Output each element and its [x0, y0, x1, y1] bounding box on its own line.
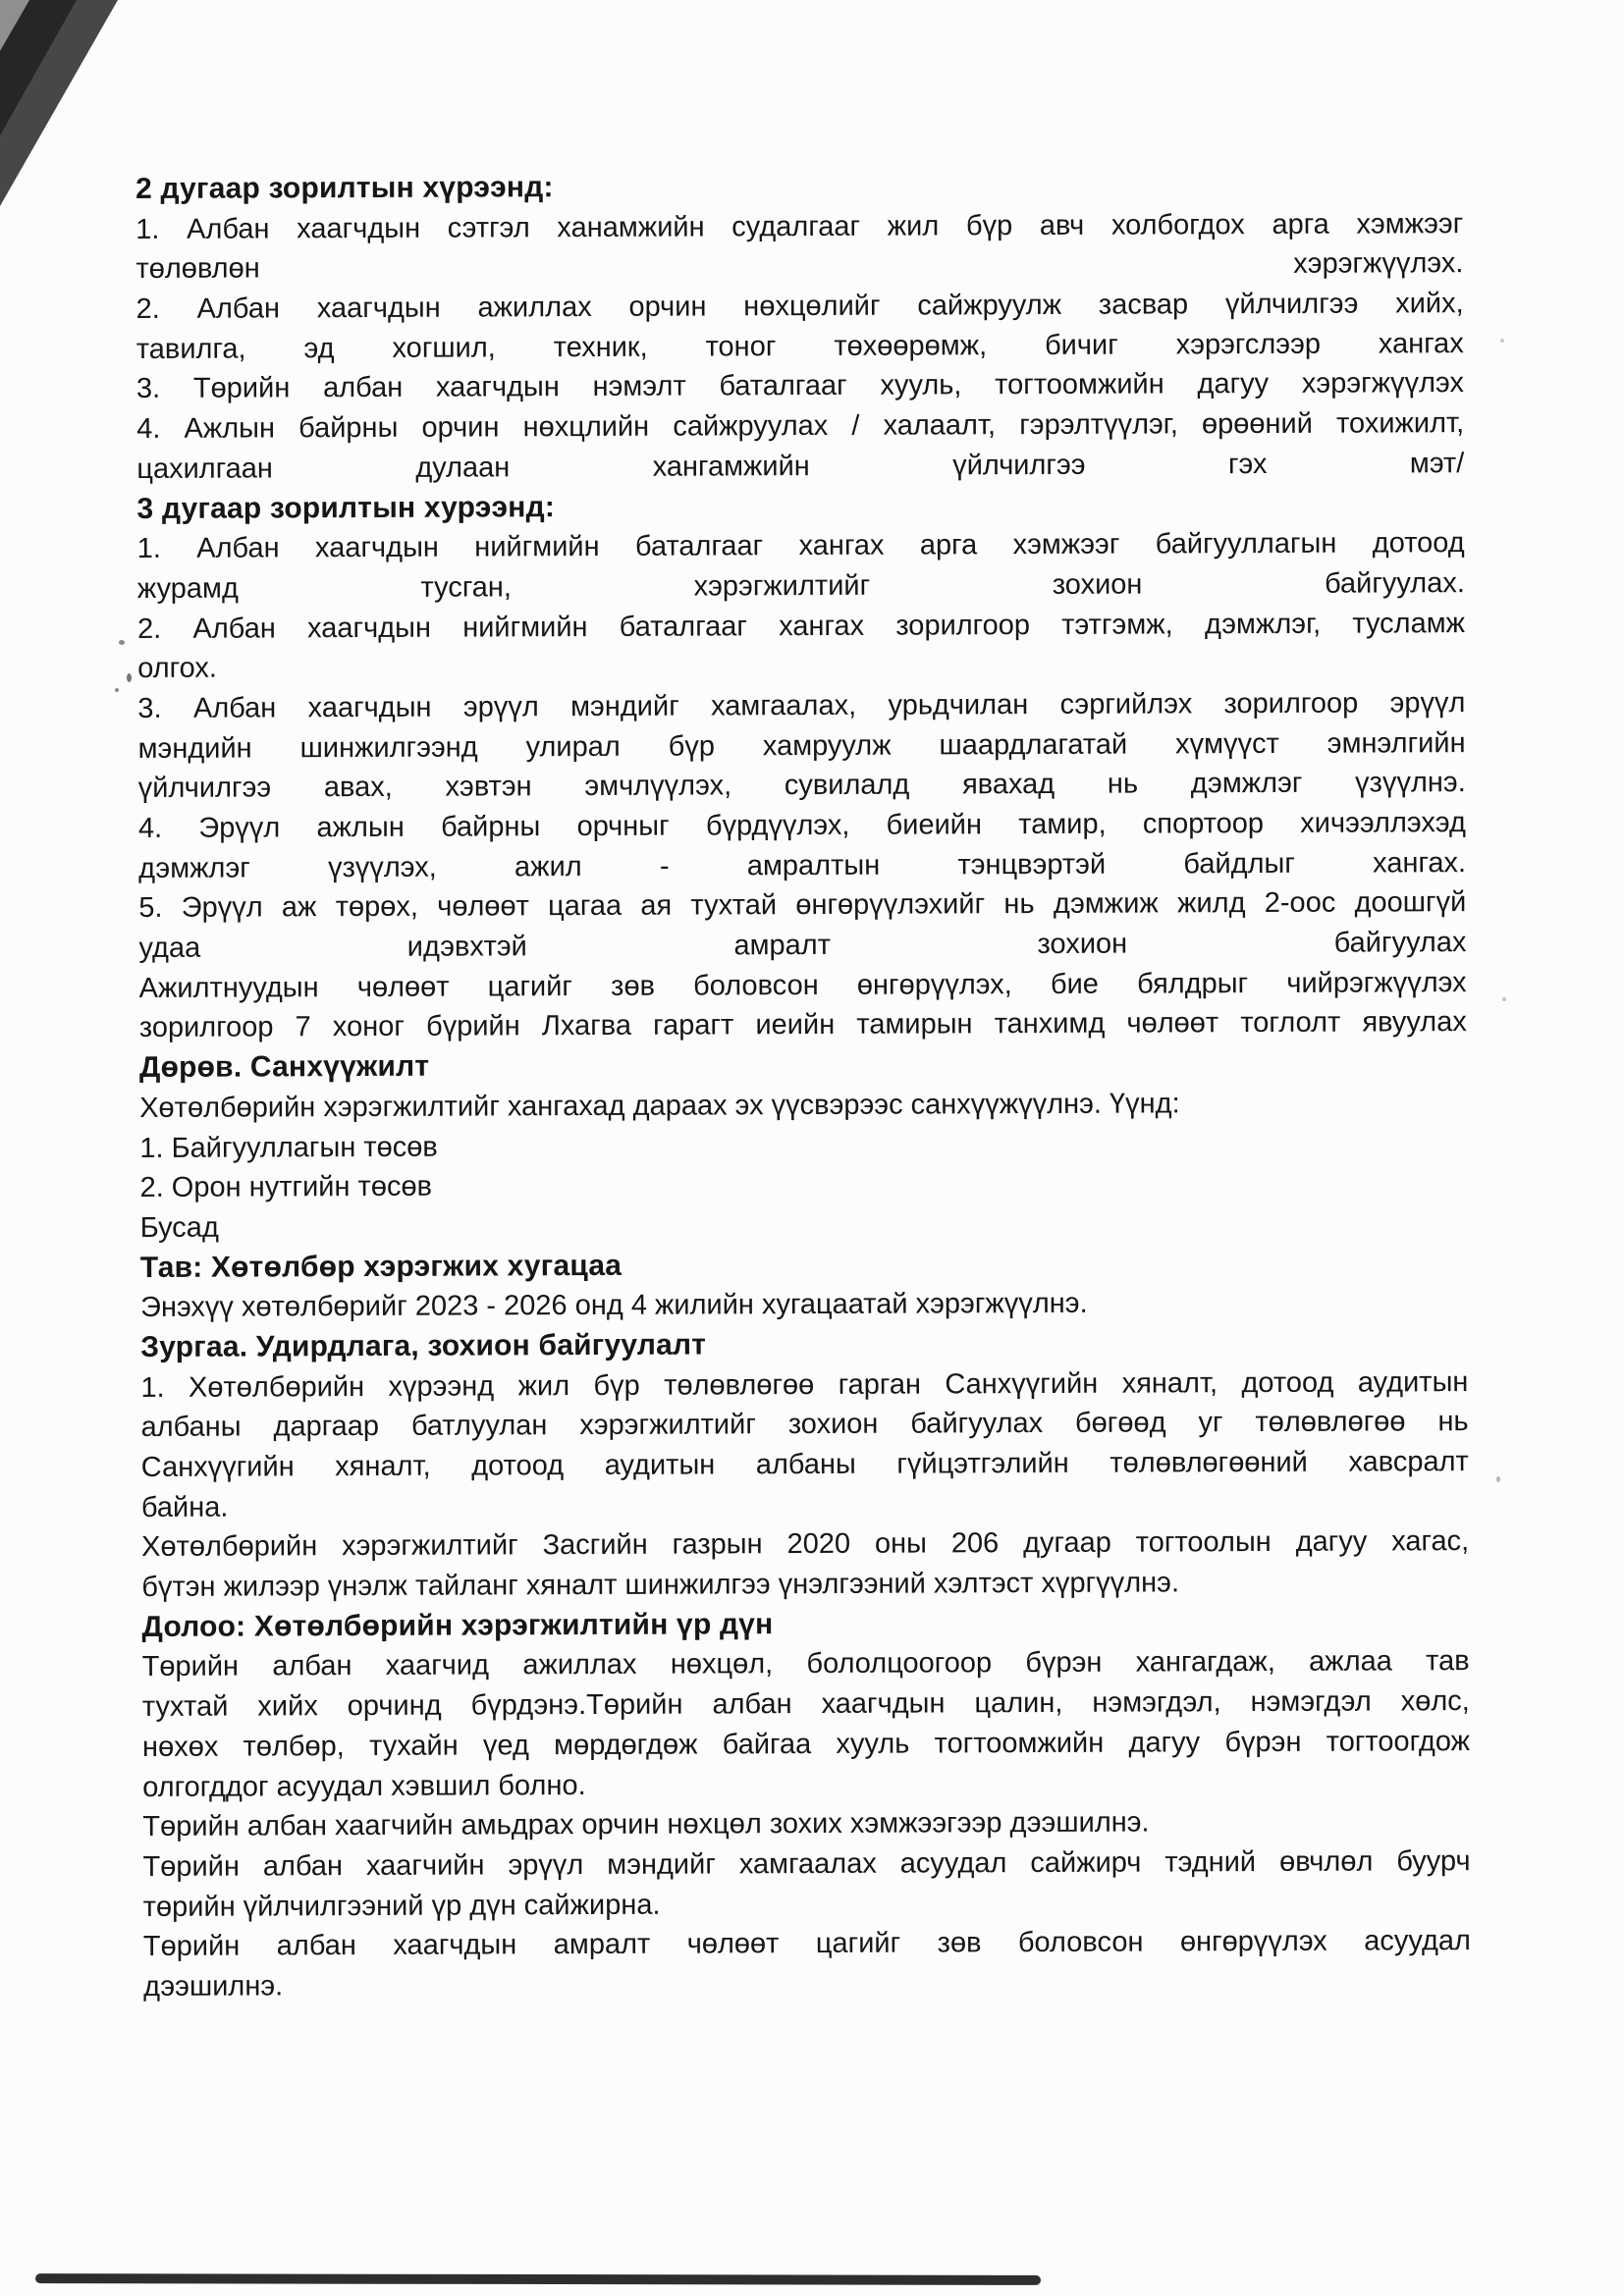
text-line: тухтай хийх орчинд бүрдэнэ.Төрийн албан хаагчдын цалин, нэмэгдэл, нэмэгдэл хөлс, [141, 1685, 1470, 1724]
text-line: Бусад [139, 1211, 219, 1244]
text-line: олгох. [137, 652, 218, 685]
text-line: удаа идэвхтэй амралт зохион байгуулах [138, 927, 1467, 965]
text-line: зорилгоор 7 хоног бүрийн Лхагва гарагт иеийн тамирын танхимд чөлөөт тоглолт явуулах [138, 1006, 1467, 1044]
text-line: тавилга, эд хогшил, техник, тоног төхөөрөмж, бичиг хэрэгслээр хангах [135, 327, 1464, 365]
text-line: Санхүүгийн хяналт, дотоод аудитын албаны гүйцэтгэлийн төлөвлөгөөний хавсралт [140, 1446, 1469, 1483]
text-line: 3. Албан хаагчдын эрүүл мэндийг хамгаалах, урьдчилан сэргийлэх зорилгоор эрүүл [137, 687, 1466, 724]
bottom-scan-streak [35, 2273, 1041, 2285]
section-heading-line: Зургаа. Удирдлага, зохион байгуулалт [140, 1328, 707, 1363]
speckle [1496, 1476, 1500, 1482]
speckle [119, 640, 125, 645]
text-line: 1. Хөтөлбөрийн хүрээнд жил бүр төлөвлөгөө гарган Санхүүгийн хяналт, дотоод аудитын [140, 1365, 1469, 1404]
speckle [1502, 997, 1506, 1001]
text-line: 3. Төрийн албан хаагчдын нэмэлт баталгааг хууль, тогтоомжийн дагуу хэрэгжүүлэх [135, 367, 1465, 405]
section-heading-line: 3 дугаар зорилтын хурээнд: [136, 490, 556, 525]
text-line: Төрийн албан хаагчийн эрүүл мэндийг хамгаалах асуудал сайжирч тэдний өвчлөл буурч [142, 1844, 1471, 1883]
document-text-body [135, 164, 1471, 2007]
text-line: Төрийн албан хаагчид ажиллах нөхцөл, бололцоогоор бүрэн хангагдаж, ажлаа тав [141, 1645, 1470, 1683]
text-line: 4. Ажлын байрны орчин нөхцлийн сайжруулах / халаалт, гэрэлтүүлэг, өрөөний тохижилт, [136, 407, 1465, 446]
speckle [127, 673, 132, 682]
text-line: Энэхүү хөтөлбөрийг 2023 - 2026 онд 4 жилийн хугацаатай хэрэгжүүлнэ. [139, 1288, 1088, 1324]
section-heading-line: Тав: Хөтөлбөр хэрэгжих хугацаа [139, 1249, 623, 1284]
text-line: 4. Эрүүл ажлын байрны орчныг бүрдүүлэх, биеийн тамир, спортоор хичээллэхэд [137, 807, 1466, 844]
text-line: олгогддог асуудал хэвшил болно. [142, 1769, 586, 1803]
section-heading-line: Долоо: Хөтөлбөрийн хэрэгжилтийн үр дүн [141, 1607, 774, 1643]
text-line: үйлчилгээ авах, хэвтэн эмчлүүлэх, сувилалд явахад нь дэмжлэг үзүүлнэ. [137, 767, 1466, 805]
section-heading-line: Дөрөв. Санхүүжилт [138, 1049, 430, 1085]
text-line: 2. Орон нутгийн төсөв [139, 1170, 433, 1204]
text-line: 1. Байгууллагын төсөв [139, 1131, 438, 1164]
text-line: Төрийн албан хаагчдын амралт чөлөөт цагийг зөв боловсон өнгөрүүлэх асуудал [142, 1925, 1471, 1963]
text-line: бүтэн жилээр үнэлж тайланг хяналт шинжилгээ үнэлгээний хэлтэст хүргүүлнэ. [141, 1567, 1180, 1604]
text-line: журамд тусган, хэрэгжилтийг зохион байгуулах. [136, 566, 1465, 605]
speckle [1500, 339, 1504, 343]
text-line: дээшилнэ. [143, 1970, 284, 2002]
text-line: 2. Албан хаагчдын нийгмийн баталгааг хангах зорилгоор тэтгэмж, дэмжлэг, тусламж [136, 607, 1466, 645]
text-line: байна. [140, 1491, 229, 1523]
text-line: Хөтөлбөрийн хэрэгжилтийг хангахад дараах эх үүсвэрээс санхүүжүүлнэ. Үүнд: [139, 1088, 1180, 1124]
text-line: Төрийн албан хаагчийн амьдрах орчин нөхцөл зохих хэмжээгээр дээшилнэ. [142, 1806, 1150, 1843]
text-line: Хөтөлбөрийн хэрэгжилтийг Засгийн газрын 2020 оны 206 дугаар тогтоолын дагуу хагас, [141, 1525, 1470, 1564]
text-line: Ажилтнуудын чөлөөт цагийг зөв боловсон өнгөрүүлэх, бие бялдрыг чийрэгжүүлэх [138, 966, 1467, 1004]
text-line: төлөвлөн хэрэгжүүлэх. [135, 247, 1464, 286]
text-line: дэмжлэг үзүүлэх, ажил - амралтын тэнцвэртэй байдлыг хангах. [138, 846, 1467, 884]
text-line: албаны даргаар батлуулан хэрэгжилтийг зохион байгуулах бөгөөд уг төлөвлөгөө нь [140, 1406, 1469, 1444]
text-line: мэндийн шинжилгээнд улирал бүр хамруулж шаардлагатай хүмүүст эмнэлгийн [137, 726, 1466, 765]
text-line: 5. Эрүүл аж төрөх, чөлөөт цагаа ая тухтай өнгөрүүлэхийг нь дэмжиж жилд 2-оос доошгүй [138, 886, 1467, 925]
text-line: 1. Албан хаагчдын нийгмийн баталгааг хангах арга хэмжээг байгууллагын дотоод [136, 527, 1465, 565]
text-line: 2. Албан хаагчдын ажиллах орчин нөхцөлийг сайжруулж засвар үйлчилгээ хийх, [135, 288, 1464, 326]
text-line: 1. Албан хаагчдын сэтгэл ханамжийн судалгааг жил бүр авч холбогдох арга хэмжээг [135, 207, 1464, 245]
speckle [115, 688, 119, 692]
text-line: цахилгаан дулаан хангамжийн үйлчилгээ гэх мэт/ [136, 447, 1465, 485]
section-heading-line: 2 дугаар зорилтын хүрээнд: [135, 171, 554, 205]
text-line: нөхөх төлбөр, тухайн үед мөрдөгдөж байгаа хууль тогтоомжийн дагуу бүрэн тогтоогдож [141, 1725, 1471, 1763]
text-line: төрийн үйлчилгээний үр дүн сайжирна. [142, 1889, 661, 1923]
